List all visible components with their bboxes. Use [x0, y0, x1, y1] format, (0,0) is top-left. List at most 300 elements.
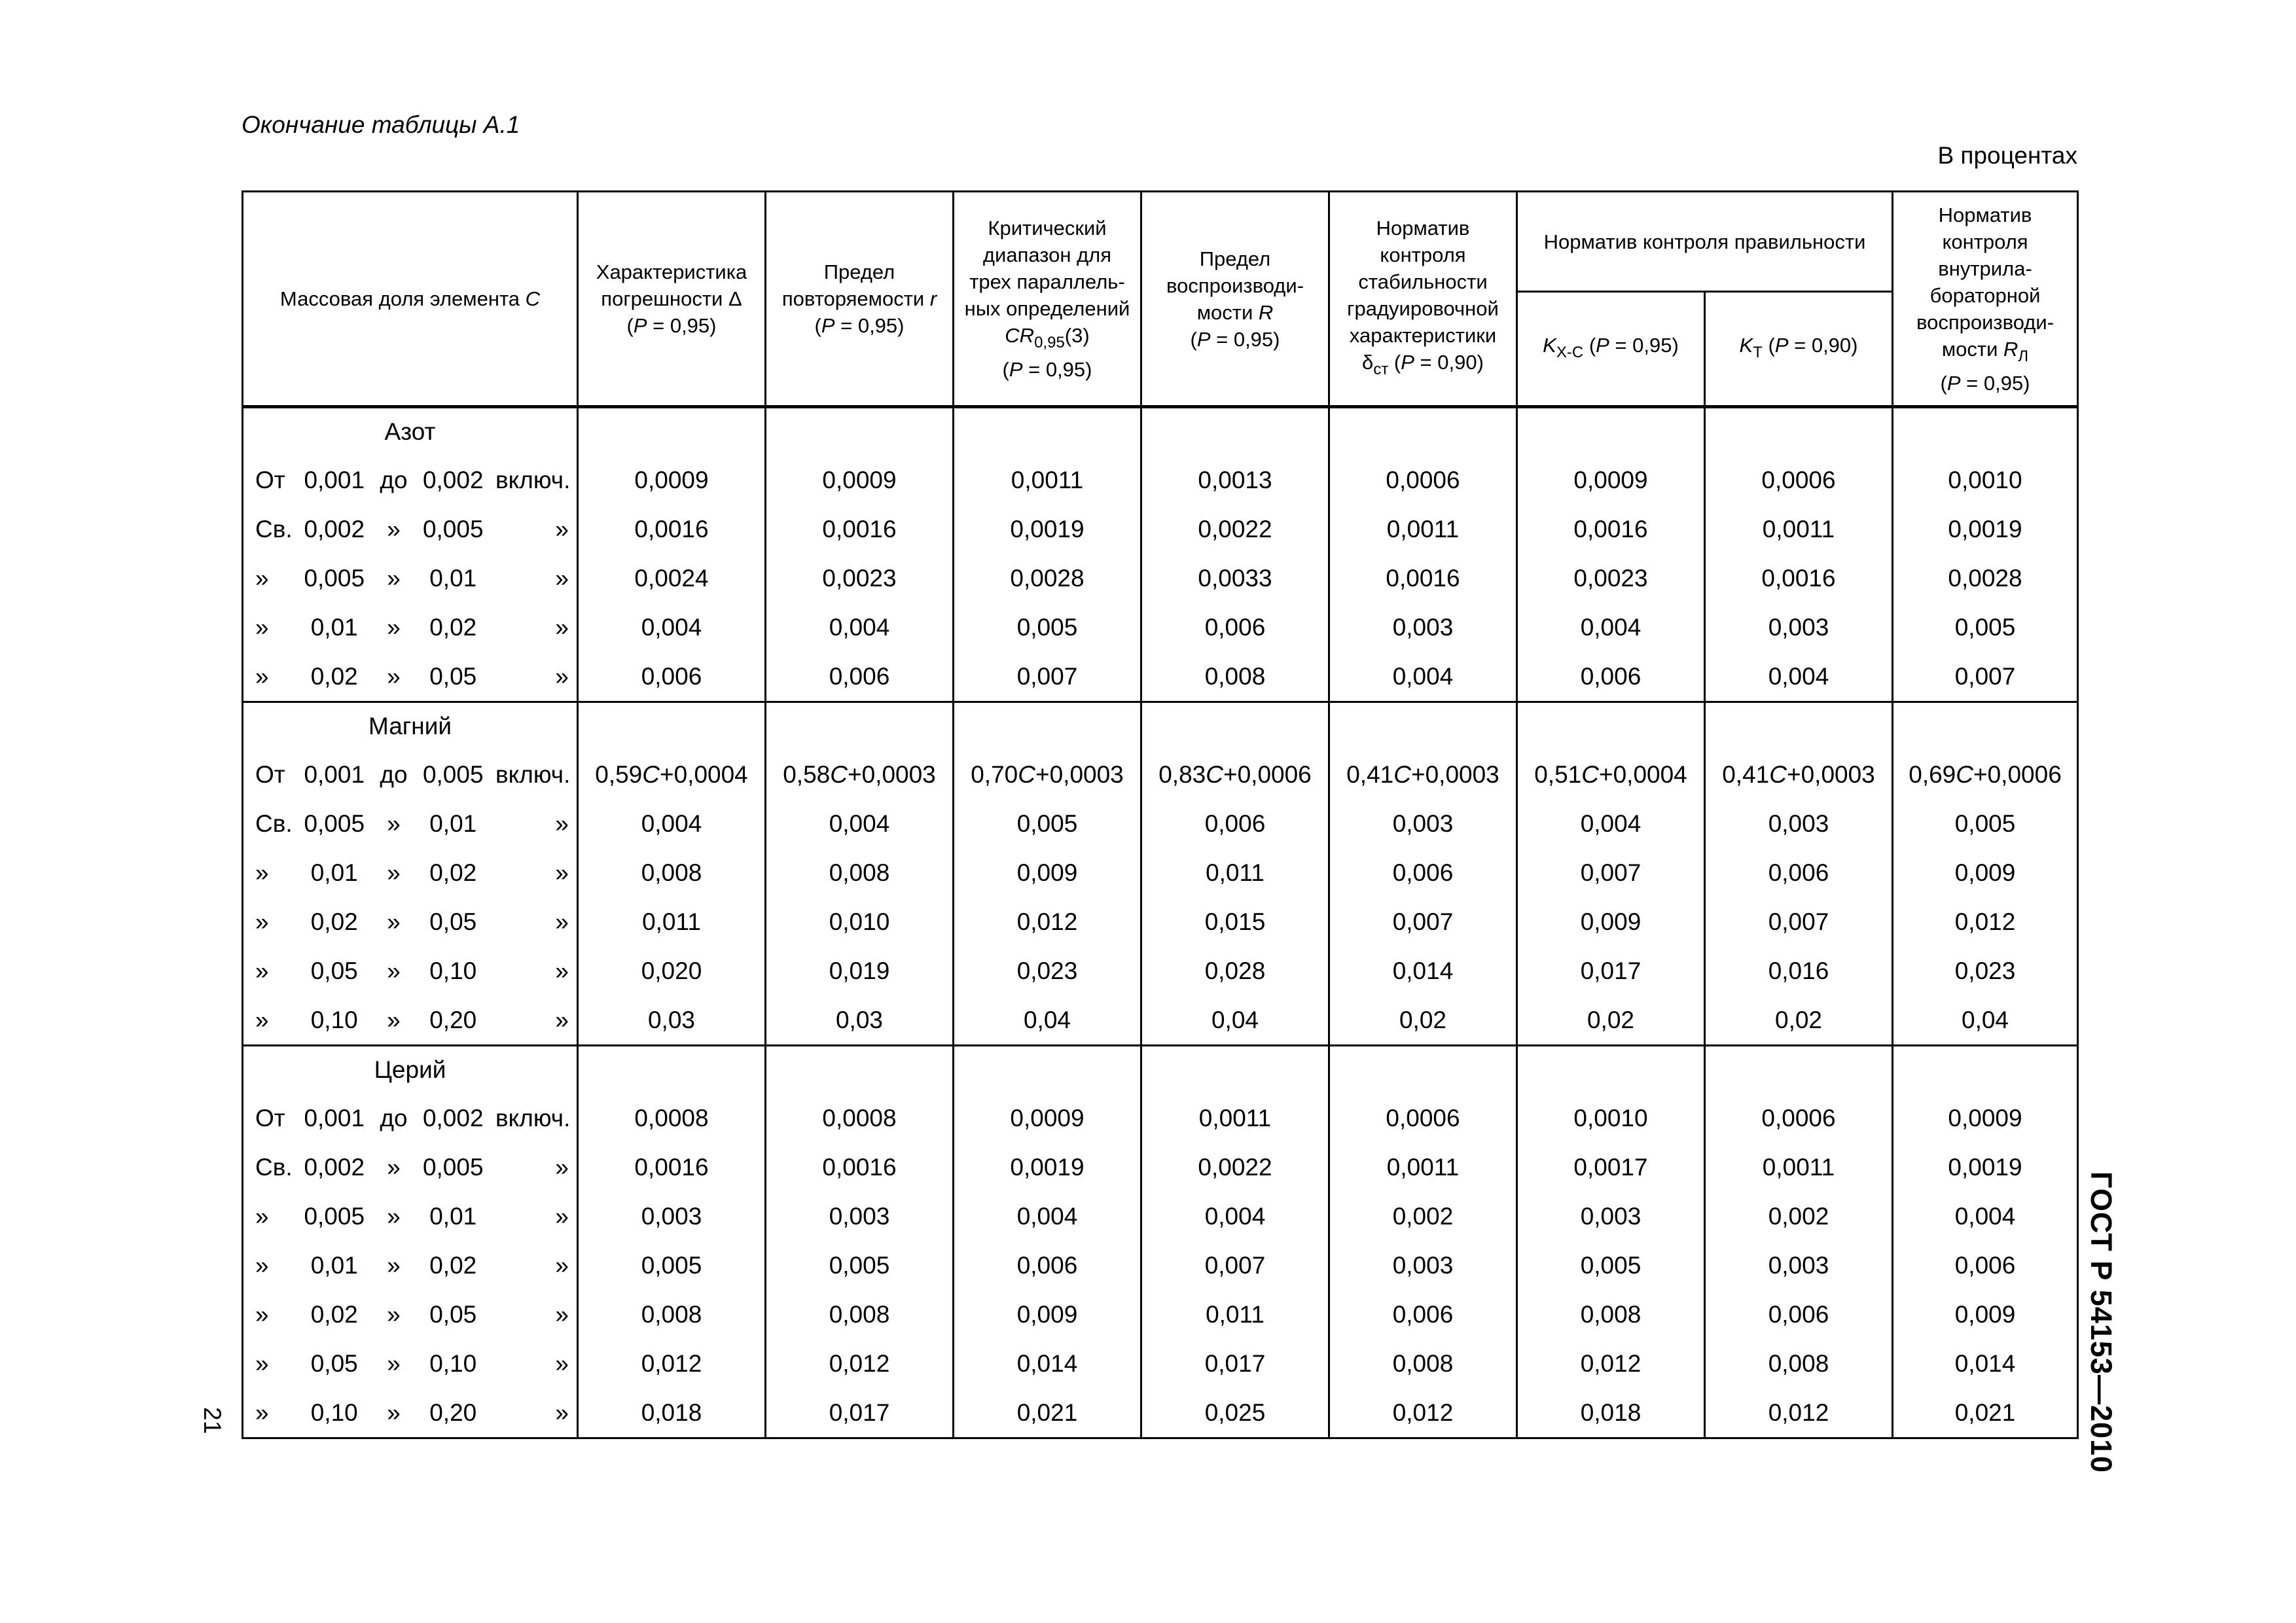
value-cell: 0,006 [766, 652, 954, 702]
value-cell: 0,004 [1329, 652, 1517, 702]
table-row [243, 1143, 2078, 1192]
empty-cell [1893, 407, 2078, 456]
value-cell: 0,0019 [1893, 505, 2078, 554]
range-part: » [387, 859, 401, 886]
value-cell: 0,006 [1329, 1290, 1517, 1339]
range-part: 0,20 [429, 1399, 477, 1426]
value-cell: 0,0016 [766, 505, 954, 554]
range-part: » [255, 564, 269, 592]
range-part: 0,001 [304, 1104, 365, 1132]
value-cell: 0,004 [1517, 603, 1705, 652]
value-cell: 0,0024 [578, 554, 766, 603]
value-cell: 0,03 [766, 995, 954, 1046]
range-part: 0,02 [429, 859, 477, 886]
value-cell: 0,006 [1329, 848, 1517, 897]
range-part: » [387, 1006, 401, 1033]
value-cell: 0,012 [1705, 1388, 1893, 1438]
value-cell: 0,0009 [578, 455, 766, 505]
value-cell: 0,021 [1893, 1388, 2078, 1438]
value-cell: 0,69C+0,0006 [1893, 750, 2078, 799]
value-cell: 0,005 [578, 1241, 766, 1290]
table-row [243, 1339, 2078, 1388]
value-cell: 0,0022 [1141, 1143, 1329, 1192]
range-part: От [255, 1104, 285, 1132]
value-cell: 0,0006 [1329, 455, 1517, 505]
range-part: 0,02 [429, 1251, 477, 1279]
range-part: 0,05 [310, 957, 358, 984]
range-part: 0,01 [310, 1251, 358, 1279]
value-cell: 0,0006 [1705, 1094, 1893, 1143]
value-cell: 0,0011 [1329, 1143, 1517, 1192]
range-cell [243, 455, 578, 505]
range-cell [243, 652, 578, 702]
range-part: 0,002 [422, 466, 484, 493]
value-cell: 0,023 [954, 946, 1141, 995]
range-part: » [387, 1399, 401, 1426]
range-part: » [387, 1251, 401, 1279]
value-cell: 0,04 [1893, 995, 2078, 1046]
range-cell [243, 799, 578, 848]
value-cell: 0,0013 [1141, 455, 1329, 505]
range-part: 0,05 [310, 1349, 358, 1377]
value-cell: 0,004 [578, 799, 766, 848]
table-row [243, 750, 2078, 799]
value-cell: 0,0009 [1517, 455, 1705, 505]
value-cell: 0,003 [1329, 799, 1517, 848]
value-cell: 0,011 [1141, 848, 1329, 897]
range-part: » [555, 564, 569, 592]
range-part: » [387, 564, 401, 592]
range-part: » [555, 1006, 569, 1033]
range-part: 0,02 [429, 613, 477, 641]
range-part: 0,01 [429, 810, 477, 837]
range-part: 0,02 [310, 662, 358, 690]
range-part: 0,01 [429, 564, 477, 592]
header-error-characteristic: Характеристика погрешности Δ (P = 0,95) [578, 192, 766, 407]
empty-cell [1893, 1046, 2078, 1094]
value-cell: 0,008 [578, 1290, 766, 1339]
header-mass-fraction: Массовая доля элемента C [243, 192, 578, 407]
header-calibration-stability: Норматив контроля стабильности градуировочной характеристики $\delta_{ст}$ (P = 0,90) [1329, 192, 1517, 407]
value-cell: 0,008 [578, 848, 766, 897]
value-cell: 0,025 [1141, 1388, 1329, 1438]
value-cell: 0,0011 [1705, 1143, 1893, 1192]
range-part: 0,10 [429, 1349, 477, 1377]
value-cell: 0,012 [954, 897, 1141, 946]
range-part: » [555, 662, 569, 690]
table-row [243, 505, 2078, 554]
value-cell: 0,006 [1705, 848, 1893, 897]
group-header-row [243, 407, 2078, 456]
table-row [243, 1192, 2078, 1241]
empty-cell [1517, 407, 1705, 456]
range-part: » [255, 1251, 269, 1279]
range-part: 0,002 [304, 1153, 365, 1181]
value-cell: 0,0028 [954, 554, 1141, 603]
value-cell: 0,006 [1517, 652, 1705, 702]
page-number: 21 [199, 1407, 226, 1435]
range-part: 0,002 [422, 1104, 484, 1132]
value-cell: 0,006 [1893, 1241, 2078, 1290]
value-cell: 0,51C+0,0004 [1517, 750, 1705, 799]
empty-cell [1517, 702, 1705, 751]
units-label: В процентах [1937, 142, 2077, 169]
value-cell: 0,0010 [1517, 1094, 1705, 1143]
value-cell: 0,0011 [1141, 1094, 1329, 1143]
value-cell: 0,0016 [766, 1143, 954, 1192]
range-cell [243, 1094, 578, 1143]
range-part: От [255, 466, 285, 493]
range-part: » [387, 1153, 401, 1181]
value-cell: 0,004 [1517, 799, 1705, 848]
value-cell: 0,028 [1141, 946, 1329, 995]
empty-cell [1329, 702, 1517, 751]
range-cell [243, 946, 578, 995]
table-row [243, 1290, 2078, 1339]
value-cell: 0,006 [1141, 603, 1329, 652]
value-cell: 0,0008 [578, 1094, 766, 1143]
value-cell: 0,008 [1517, 1290, 1705, 1339]
value-cell: 0,04 [954, 995, 1141, 1046]
value-cell: 0,003 [1517, 1192, 1705, 1241]
range-part: » [387, 662, 401, 690]
value-cell: 0,005 [954, 603, 1141, 652]
empty-cell [1141, 407, 1329, 456]
range-part: » [555, 1153, 569, 1181]
range-part: 0,05 [429, 908, 477, 935]
range-part: включ. [495, 760, 571, 788]
value-cell: 0,007 [1705, 897, 1893, 946]
value-cell: 0,012 [766, 1339, 954, 1388]
range-cell [243, 1388, 578, 1438]
value-cell: 0,003 [1329, 603, 1517, 652]
value-cell: 0,005 [1517, 1241, 1705, 1290]
range-part: » [555, 1349, 569, 1377]
range-part: » [555, 859, 569, 886]
range-cell [243, 1241, 578, 1290]
value-cell: 0,017 [1141, 1339, 1329, 1388]
range-part: » [387, 1202, 401, 1230]
value-cell: 0,007 [1893, 652, 2078, 702]
range-part: » [387, 957, 401, 984]
value-cell: 0,018 [578, 1388, 766, 1438]
value-cell: 0,0028 [1893, 554, 2078, 603]
table-row [243, 946, 2078, 995]
table-caption: Окончание таблицы А.1 [242, 111, 520, 138]
range-cell [243, 554, 578, 603]
value-cell: 0,0022 [1141, 505, 1329, 554]
value-cell: 0,018 [1517, 1388, 1705, 1438]
range-cell [243, 1290, 578, 1339]
value-cell: 0,011 [1141, 1290, 1329, 1339]
standard-designation: ГОСТ Р 54153—2010 [2085, 1171, 2118, 1474]
table-row [243, 455, 2078, 505]
data-table [242, 190, 2079, 1439]
value-cell: 0,012 [1329, 1388, 1517, 1438]
group-cerium [243, 1046, 2078, 1438]
element-name: Церий [243, 1046, 578, 1094]
range-cell [243, 603, 578, 652]
range-part: » [255, 859, 269, 886]
value-cell: 0,0008 [766, 1094, 954, 1143]
range-part: 0,05 [429, 662, 477, 690]
value-cell: 0,0033 [1141, 554, 1329, 603]
range-part: » [555, 957, 569, 984]
value-cell: 0,02 [1705, 995, 1893, 1046]
value-cell: 0,012 [1893, 897, 2078, 946]
range-part: 0,005 [422, 515, 484, 543]
range-cell [243, 1339, 578, 1388]
range-part: до [380, 1104, 408, 1132]
range-part: включ. [495, 466, 571, 493]
value-cell: 0,0023 [766, 554, 954, 603]
range-part: » [387, 1349, 401, 1377]
empty-cell [1705, 407, 1893, 456]
range-part: » [387, 908, 401, 935]
range-part: включ. [495, 1104, 571, 1132]
range-cell [243, 897, 578, 946]
value-cell: 0,002 [1705, 1192, 1893, 1241]
value-cell: 0,003 [766, 1192, 954, 1241]
range-part: » [555, 515, 569, 543]
header-reproducibility-limit: Предел воспроизводи- мости R (P = 0,95) [1141, 192, 1329, 407]
group-nitrogen [243, 407, 2078, 702]
value-cell: 0,0009 [954, 1094, 1141, 1143]
value-cell: 0,003 [1705, 603, 1893, 652]
range-part: до [380, 760, 408, 788]
range-part: » [255, 1006, 269, 1033]
value-cell: 0,0006 [1329, 1094, 1517, 1143]
empty-cell [766, 702, 954, 751]
value-cell: 0,0016 [578, 505, 766, 554]
value-cell: 0,008 [766, 1290, 954, 1339]
range-part: 0,10 [429, 957, 477, 984]
empty-cell [1329, 407, 1517, 456]
range-cell [243, 848, 578, 897]
range-part: 0,005 [422, 1153, 484, 1181]
header-kxc: $K_{Х-С}$ (P = 0,95) [1517, 292, 1705, 407]
table-row [243, 603, 2078, 652]
empty-cell [578, 407, 766, 456]
empty-cell [1893, 702, 2078, 751]
range-part: » [255, 908, 269, 935]
value-cell: 0,009 [1517, 897, 1705, 946]
group-magnesium [243, 702, 2078, 1046]
empty-cell [1141, 1046, 1329, 1094]
value-cell: 0,04 [1141, 995, 1329, 1046]
value-cell: 0,004 [766, 603, 954, 652]
empty-cell [954, 407, 1141, 456]
value-cell: 0,41C+0,0003 [1329, 750, 1517, 799]
range-part: » [255, 957, 269, 984]
range-part: 0,005 [422, 760, 484, 788]
range-part: » [555, 1202, 569, 1230]
empty-cell [1329, 1046, 1517, 1094]
empty-cell [578, 1046, 766, 1094]
range-part: » [255, 662, 269, 690]
header-intralab-reproducibility: Норматив контроля внутрила- бораторной воспроизводи- мости $R_Л$ (P = 0,95) [1893, 192, 2078, 407]
value-cell: 0,009 [1893, 848, 2078, 897]
value-cell: 0,003 [1705, 799, 1893, 848]
range-part: 0,01 [429, 1202, 477, 1230]
value-cell: 0,004 [1141, 1192, 1329, 1241]
value-cell: 0,006 [1141, 799, 1329, 848]
table-row [243, 799, 2078, 848]
range-part: 0,005 [304, 810, 365, 837]
table-row [243, 897, 2078, 946]
range-part: 0,05 [429, 1300, 477, 1328]
value-cell: 0,011 [578, 897, 766, 946]
range-part: » [555, 613, 569, 641]
value-cell: 0,020 [578, 946, 766, 995]
value-cell: 0,008 [1141, 652, 1329, 702]
range-part: » [387, 810, 401, 837]
range-part: 0,10 [310, 1006, 358, 1033]
header-critical-range: Критический диапазон для трех параллель- ных определений $CR_{0,95}(3)$ (P = 0,95) [954, 192, 1141, 407]
value-cell: 0,003 [1329, 1241, 1517, 1290]
value-cell: 0,004 [1705, 652, 1893, 702]
range-part: 0,002 [304, 515, 365, 543]
value-cell: 0,009 [954, 848, 1141, 897]
range-part: 0,005 [304, 1202, 365, 1230]
range-part: » [555, 1399, 569, 1426]
value-cell: 0,009 [954, 1290, 1141, 1339]
empty-cell [954, 1046, 1141, 1094]
range-part: » [255, 613, 269, 641]
value-cell: 0,02 [1329, 995, 1517, 1046]
table-row [243, 1094, 2078, 1143]
empty-cell [1705, 1046, 1893, 1094]
range-part: 0,10 [310, 1399, 358, 1426]
value-cell: 0,012 [1517, 1339, 1705, 1388]
value-cell: 0,003 [1705, 1241, 1893, 1290]
empty-cell [1141, 702, 1329, 751]
range-part: 0,01 [310, 859, 358, 886]
value-cell: 0,0019 [954, 505, 1141, 554]
empty-cell [1517, 1046, 1705, 1094]
value-cell: 0,0006 [1705, 455, 1893, 505]
empty-cell [1705, 702, 1893, 751]
value-cell: 0,004 [1893, 1192, 2078, 1241]
value-cell: 0,004 [954, 1192, 1141, 1241]
value-cell: 0,004 [578, 603, 766, 652]
value-cell: 0,0010 [1893, 455, 2078, 505]
range-part: 0,001 [304, 466, 365, 493]
value-cell: 0,03 [578, 995, 766, 1046]
value-cell: 0,014 [1893, 1339, 2078, 1388]
value-cell: 0,023 [1893, 946, 2078, 995]
value-cell: 0,0023 [1517, 554, 1705, 603]
range-cell [243, 1143, 578, 1192]
empty-cell [578, 702, 766, 751]
value-cell: 0,014 [954, 1339, 1141, 1388]
empty-cell [766, 1046, 954, 1094]
value-cell: 0,007 [1517, 848, 1705, 897]
range-part: » [555, 908, 569, 935]
value-cell: 0,004 [766, 799, 954, 848]
header-kt: $K_Т$ (P = 0,90) [1705, 292, 1893, 407]
value-cell: 0,0009 [1893, 1094, 2078, 1143]
value-cell: 0,0011 [1705, 505, 1893, 554]
range-part: » [387, 1300, 401, 1328]
value-cell: 0,0016 [1329, 554, 1517, 603]
range-part: 0,02 [310, 908, 358, 935]
range-part: » [255, 1300, 269, 1328]
header-accuracy-control: Норматив контроля правильности [1517, 192, 1893, 292]
value-cell: 0,005 [766, 1241, 954, 1290]
value-cell: 0,008 [1705, 1339, 1893, 1388]
range-part: 0,20 [429, 1006, 477, 1033]
value-cell: 0,0011 [1329, 505, 1517, 554]
value-cell: 0,008 [1329, 1339, 1517, 1388]
value-cell: 0,012 [578, 1339, 766, 1388]
range-part: » [387, 613, 401, 641]
value-cell: 0,002 [1329, 1192, 1517, 1241]
value-cell: 0,0019 [954, 1143, 1141, 1192]
value-cell: 0,0011 [954, 455, 1141, 505]
value-cell: 0,019 [766, 946, 954, 995]
empty-cell [766, 407, 954, 456]
value-cell: 0,0019 [1893, 1143, 2078, 1192]
range-cell [243, 1192, 578, 1241]
table-row [243, 652, 2078, 702]
range-part: Св. [255, 810, 293, 837]
value-cell: 0,58C+0,0003 [766, 750, 954, 799]
table-row [243, 1241, 2078, 1290]
range-part: » [555, 1300, 569, 1328]
value-cell: 0,014 [1329, 946, 1517, 995]
value-cell: 0,70C+0,0003 [954, 750, 1141, 799]
range-part: 0,005 [304, 564, 365, 592]
value-cell: 0,0016 [1705, 554, 1893, 603]
value-cell: 0,009 [1893, 1290, 2078, 1339]
value-cell: 0,0009 [766, 455, 954, 505]
value-cell: 0,006 [954, 1241, 1141, 1290]
group-header-row [243, 1046, 2078, 1094]
range-part: 0,001 [304, 760, 365, 788]
value-cell: 0,017 [766, 1388, 954, 1438]
range-part: » [255, 1202, 269, 1230]
value-cell: 0,007 [1141, 1241, 1329, 1290]
table-header [243, 192, 2078, 407]
range-part: » [555, 810, 569, 837]
element-name: Азот [243, 407, 578, 456]
value-cell: 0,008 [766, 848, 954, 897]
range-part: до [380, 466, 408, 493]
table-row [243, 848, 2078, 897]
table-row [243, 554, 2078, 603]
value-cell: 0,59C+0,0004 [578, 750, 766, 799]
element-name: Магний [243, 702, 578, 751]
value-cell: 0,015 [1141, 897, 1329, 946]
value-cell: 0,007 [954, 652, 1141, 702]
value-cell: 0,006 [1705, 1290, 1893, 1339]
value-cell: 0,0016 [578, 1143, 766, 1192]
range-part: От [255, 760, 285, 788]
range-part: Св. [255, 515, 293, 543]
value-cell: 0,021 [954, 1388, 1141, 1438]
value-cell: 0,005 [1893, 799, 2078, 848]
table-row [243, 995, 2078, 1046]
empty-cell [954, 702, 1141, 751]
range-cell [243, 505, 578, 554]
range-part: Св. [255, 1153, 293, 1181]
range-part: » [387, 515, 401, 543]
range-cell [243, 995, 578, 1046]
range-part: 0,01 [310, 613, 358, 641]
value-cell: 0,010 [766, 897, 954, 946]
range-part: » [255, 1349, 269, 1377]
